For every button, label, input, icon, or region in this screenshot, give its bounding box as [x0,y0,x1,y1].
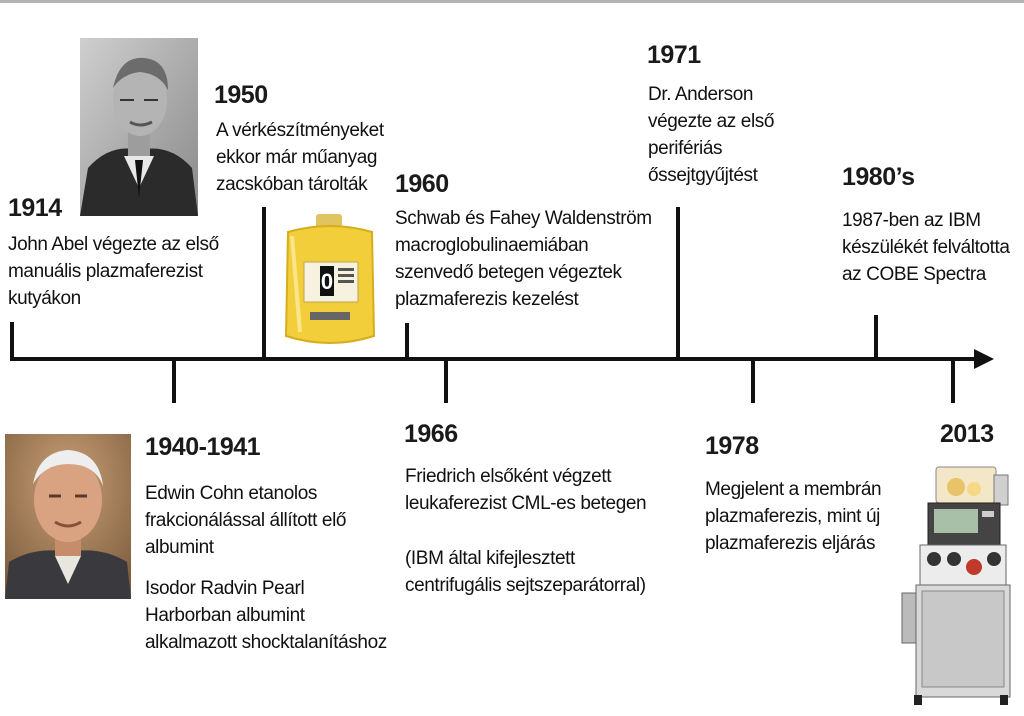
tick-1978 [751,357,755,403]
tick-1980s [874,315,878,359]
event-1914-description [8,231,219,312]
event-1966-description-2 [405,545,646,599]
portrait-edwin-cohn [5,434,131,599]
tick-1960 [405,323,409,359]
desc-line: Schwab és Fahey Waldenström [395,208,652,229]
event-1966-description [405,463,646,517]
event-1971-description [648,81,774,189]
portrait-john-abel-svg [80,38,198,216]
desc-line: (IBM által kifejlesztett [405,548,575,569]
portrait-edwin-cohn-svg [5,434,131,599]
desc-line: plazmaferezis, mint új [705,506,880,527]
year-1978: 1978 [705,432,759,460]
portrait-john-abel [80,38,198,216]
desc-line: frakcionálással állított elő [145,510,347,531]
desc-line: Friedrich elsőként végzett [405,466,612,487]
year-1950: 1950 [214,81,268,109]
desc-line: őssejtgyűjtést [648,165,758,186]
tick-1914 [10,322,14,359]
top-border-line [0,0,1024,3]
tick-1950 [262,207,266,359]
desc-line: az COBE Spectra [842,264,986,285]
desc-line: Edwin Cohn etanolos [145,483,317,504]
desc-line: centrifugális sejtszeparátorral) [405,575,646,596]
desc-line: ekkor már műanyag [216,147,378,168]
desc-line: A vérkészítményeket [216,120,384,141]
event-1940-1941-description-2 [145,575,387,656]
tick-1966 [444,357,448,403]
desc-line: Megjelent a membrán [705,479,882,500]
event-1980s-description [842,207,1010,288]
desc-line: készülékét felváltotta [842,237,1010,258]
desc-line: plazmaferezis kezelést [395,289,579,310]
apheresis-machine-image [898,463,1014,708]
apheresis-machine-svg [898,463,1014,708]
event-1960-description [395,205,652,313]
desc-line: perifériás [648,138,723,159]
tick-1971 [676,207,680,359]
desc-line: alkalmazott shocktalanításhoz [145,632,387,653]
blood-bag-svg [280,212,380,352]
year-2013: 2013 [940,420,994,448]
desc-line: zacskóban tárolták [216,174,368,195]
desc-line: manuális plazmaferezist [8,261,203,282]
year-1971: 1971 [647,41,701,69]
desc-line: szenvedő betegen végeztek [395,262,622,283]
desc-line: leukaferezist CML-es betegen [405,493,647,514]
event-1940-1941-description [145,480,346,561]
year-1914: 1914 [8,194,62,222]
desc-line: Harborban albumint [145,605,305,626]
blood-bag-image [280,212,380,352]
desc-line: plazmaferezis eljárás [705,533,876,554]
year-1966: 1966 [404,420,458,448]
year-1960: 1960 [395,170,449,198]
timeline-arrowhead [974,349,994,369]
blood-bag-label: 0 [320,269,334,294]
timeline-axis [10,357,980,361]
desc-line: végezte az első [648,111,775,132]
event-1950-description [216,117,384,198]
tick-1940-1941 [172,357,176,403]
desc-line: 1987-ben az IBM [842,210,981,231]
tick-2013 [951,357,955,403]
desc-line: John Abel végezte az első [8,234,219,255]
desc-line: macroglobulinaemiában [395,235,589,256]
desc-line: Isodor Radvin Pearl [145,578,305,599]
desc-line: kutyákon [8,288,81,309]
year-1940-1941: 1940-1941 [145,433,261,461]
event-1978-description [705,476,881,557]
desc-line: albumint [145,537,214,558]
year-1980s: 1980’s [842,163,915,191]
desc-line: Dr. Anderson [648,84,754,105]
